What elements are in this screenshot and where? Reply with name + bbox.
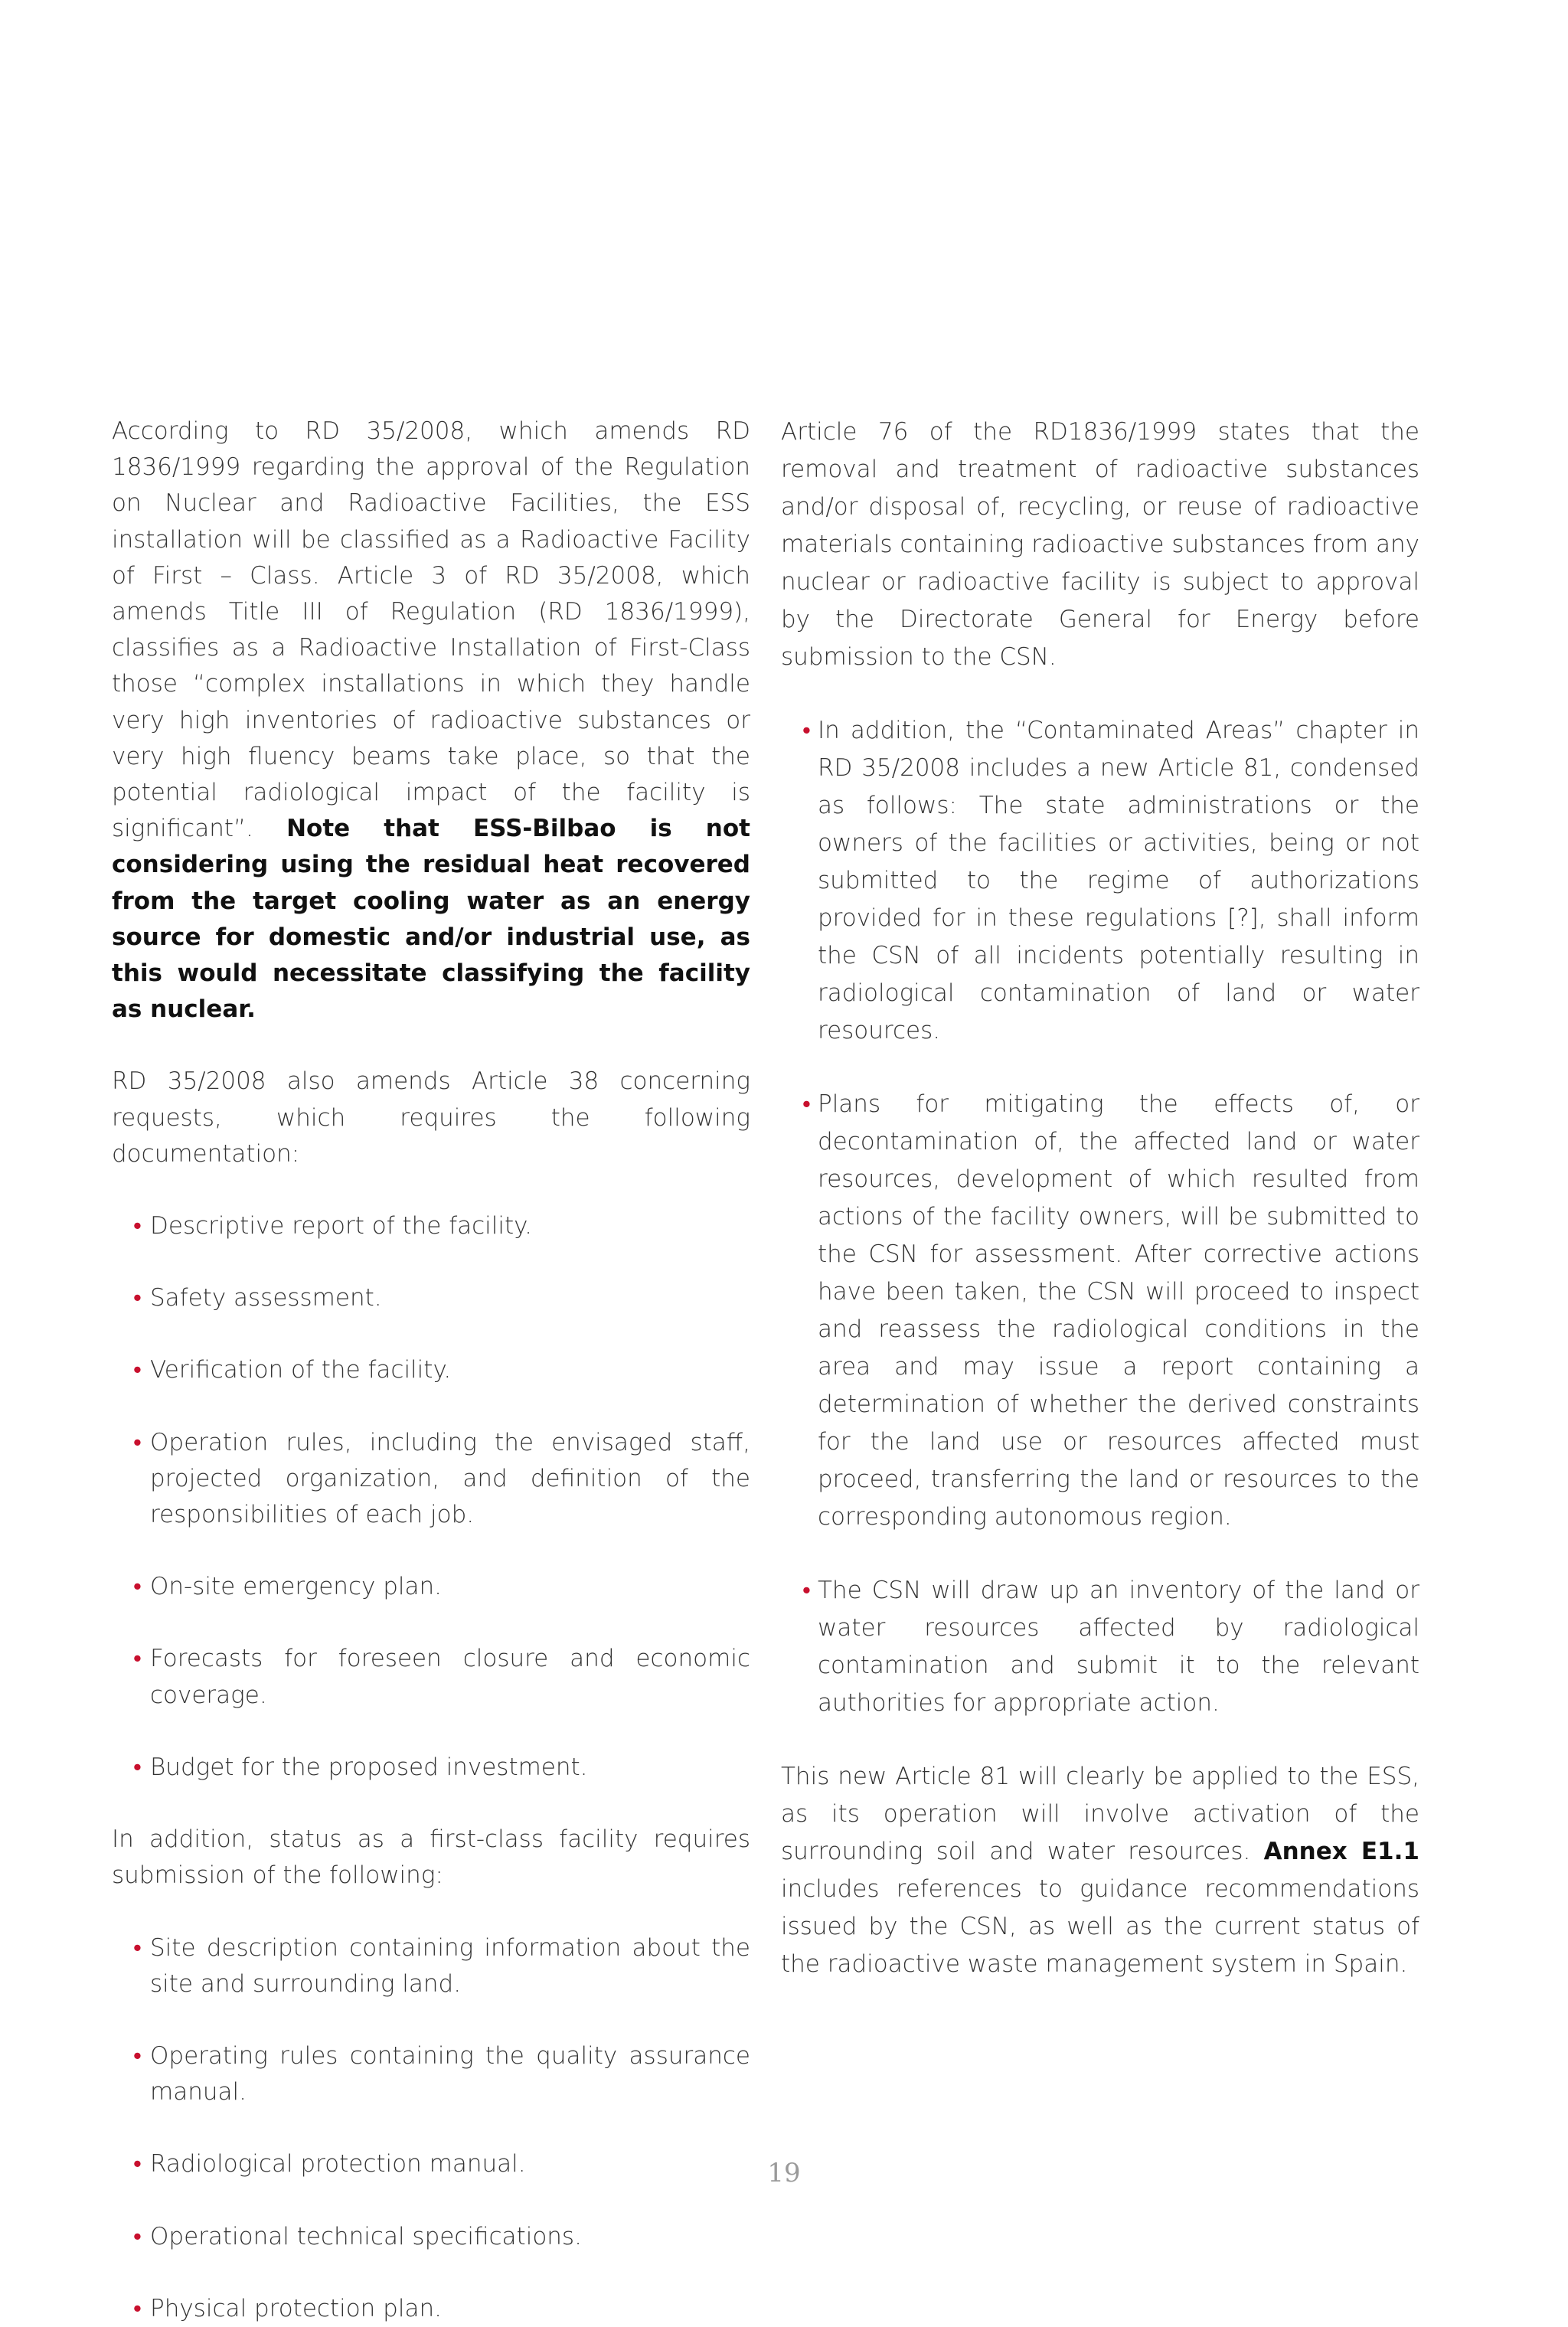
bullet-icon: •	[133, 1428, 142, 1456]
page-number: 19	[767, 2158, 801, 2188]
first-class-paragraph: In addition, status as a first-class facility requires submission of the following:	[112, 1825, 750, 1890]
list-item: • Radiological protection manual.	[112, 2146, 750, 2182]
list-item: • Verification of the facility.	[112, 1352, 750, 1388]
bullet-icon: •	[133, 2041, 142, 2070]
bullet-icon: •	[802, 1577, 811, 1604]
list-item: • The CSN will draw up an inventory of the land or water resources affected by radiological contamination and submit it to the relevant authorities for appropriate action.	[781, 1572, 1419, 1722]
list-item: • Operational technical specifications.	[112, 2219, 750, 2255]
left-column	[112, 413, 750, 2327]
article-38-paragraph: RD 35/2008 also amends Article 38 concerning requests, which requires the following documentation:	[112, 1067, 750, 1168]
bullet-icon: •	[133, 2150, 142, 2178]
bullet-icon: •	[133, 1284, 142, 1312]
list-item: • Safety assessment.	[112, 1280, 750, 1316]
list-item: • Site description containing information about the site and surrounding land.	[112, 1930, 750, 2002]
bullet-icon: •	[133, 1212, 142, 1240]
bullet-icon: •	[133, 1933, 142, 1962]
list-item: • Operating rules containing the quality assurance manual.	[112, 2038, 750, 2110]
list-item: • In addition, the “Contaminated Areas” chapter in RD 35/2008 includes a new Article 81, condensed as follows: The state administrations or the owners of the facilities or activities, being or not submitted to the regime of authorizations provided for in these regulations [?], shall inform the CSN of all incidents potentially resulting in radiological contamination of land or water resources.	[781, 712, 1419, 1050]
bullet-icon: •	[133, 1356, 142, 1384]
bullet-icon: •	[133, 2294, 142, 2322]
list-item: • Descriptive report of the facility.	[112, 1208, 750, 1244]
list-item: • Plans for mitigating the effects of, or decontamination of, the affected land or water resources, development of which resulted from actions of the facility owners, will be submitted to the CSN for assessment. After corrective actions have been taken, the CSN will proceed to inspect and reassess the radiological conditions in the area and may issue a report containing a determination of whether the derived constraints for the land use or resources affected must proceed, transferring the land or resources to the corresponding autonomous region.	[781, 1086, 1419, 1536]
list-item: • On-site emergency plan.	[112, 1569, 750, 1605]
intro-paragraph	[112, 413, 750, 1028]
documentation-list	[112, 1208, 750, 1786]
list-item: • Budget for the proposed investment.	[112, 1750, 750, 1786]
article-81-list	[781, 712, 1419, 1722]
bullet-icon: •	[133, 2222, 142, 2250]
list-item: • Operation rules, including the envisaged staff, projected organization, and definition of the responsibilities of each job.	[112, 1425, 750, 1534]
right-column	[781, 413, 1419, 1983]
intro-bold-note: Note that ESS-Bilbao is not considering using the residual heat recovered from the target cooling water as an energy source for domestic and/or industrial use, as this would necessitate classifying the facility as nuclear.	[112, 815, 750, 1024]
bullet-icon: •	[133, 1645, 142, 1673]
bullet-icon: •	[802, 717, 811, 744]
bullet-icon: •	[133, 1753, 142, 1781]
article-81-conclusion-paragraph: This new Article 81 will clearly be applied to the ESS, as its operation will involve activation of the surrounding soil and water resources. Annex E1.1 includes references to guidance recommendations issued by the CSN, as well as the current status of the radioactive waste management system in Spain.	[781, 1763, 1419, 1978]
intro-text: According to RD 35/2008, which amends RD 1836/1999 regarding the approval of the Regulation on Nuclear and Radioactive Facilities, the ESS installation will be classified as a Radioactive Facility of First – Class. Article 3 of RD 35/2008, which amends Title III of Regulation (RD 1836/1999), classifies as a Radioactive Installation of First-Class those “complex installations in which they handle very high inventories of radioactive substances or very high fluency beams take place, so that the potential radiological impact of the facility is significant”.	[112, 417, 750, 843]
list-item: • Forecasts for foreseen closure and economic coverage.	[112, 1641, 750, 1713]
article-76-paragraph: Article 76 of the RD1836/1999 states that the removal and treatment of radioactive substances and/or disposal of, recycling, or reuse of radioactive materials containing radioactive substances from any nuclear or radioactive facility is subject to approval by the Directorate General for Energy before submission to the CSN.	[781, 418, 1419, 671]
annex-reference: Annex E1.1	[1263, 1838, 1419, 1865]
list-item: • Physical protection plan.	[112, 2291, 750, 2327]
first-class-list	[112, 1930, 750, 2327]
bullet-icon: •	[802, 1090, 811, 1118]
bullet-icon: •	[133, 1573, 142, 1601]
